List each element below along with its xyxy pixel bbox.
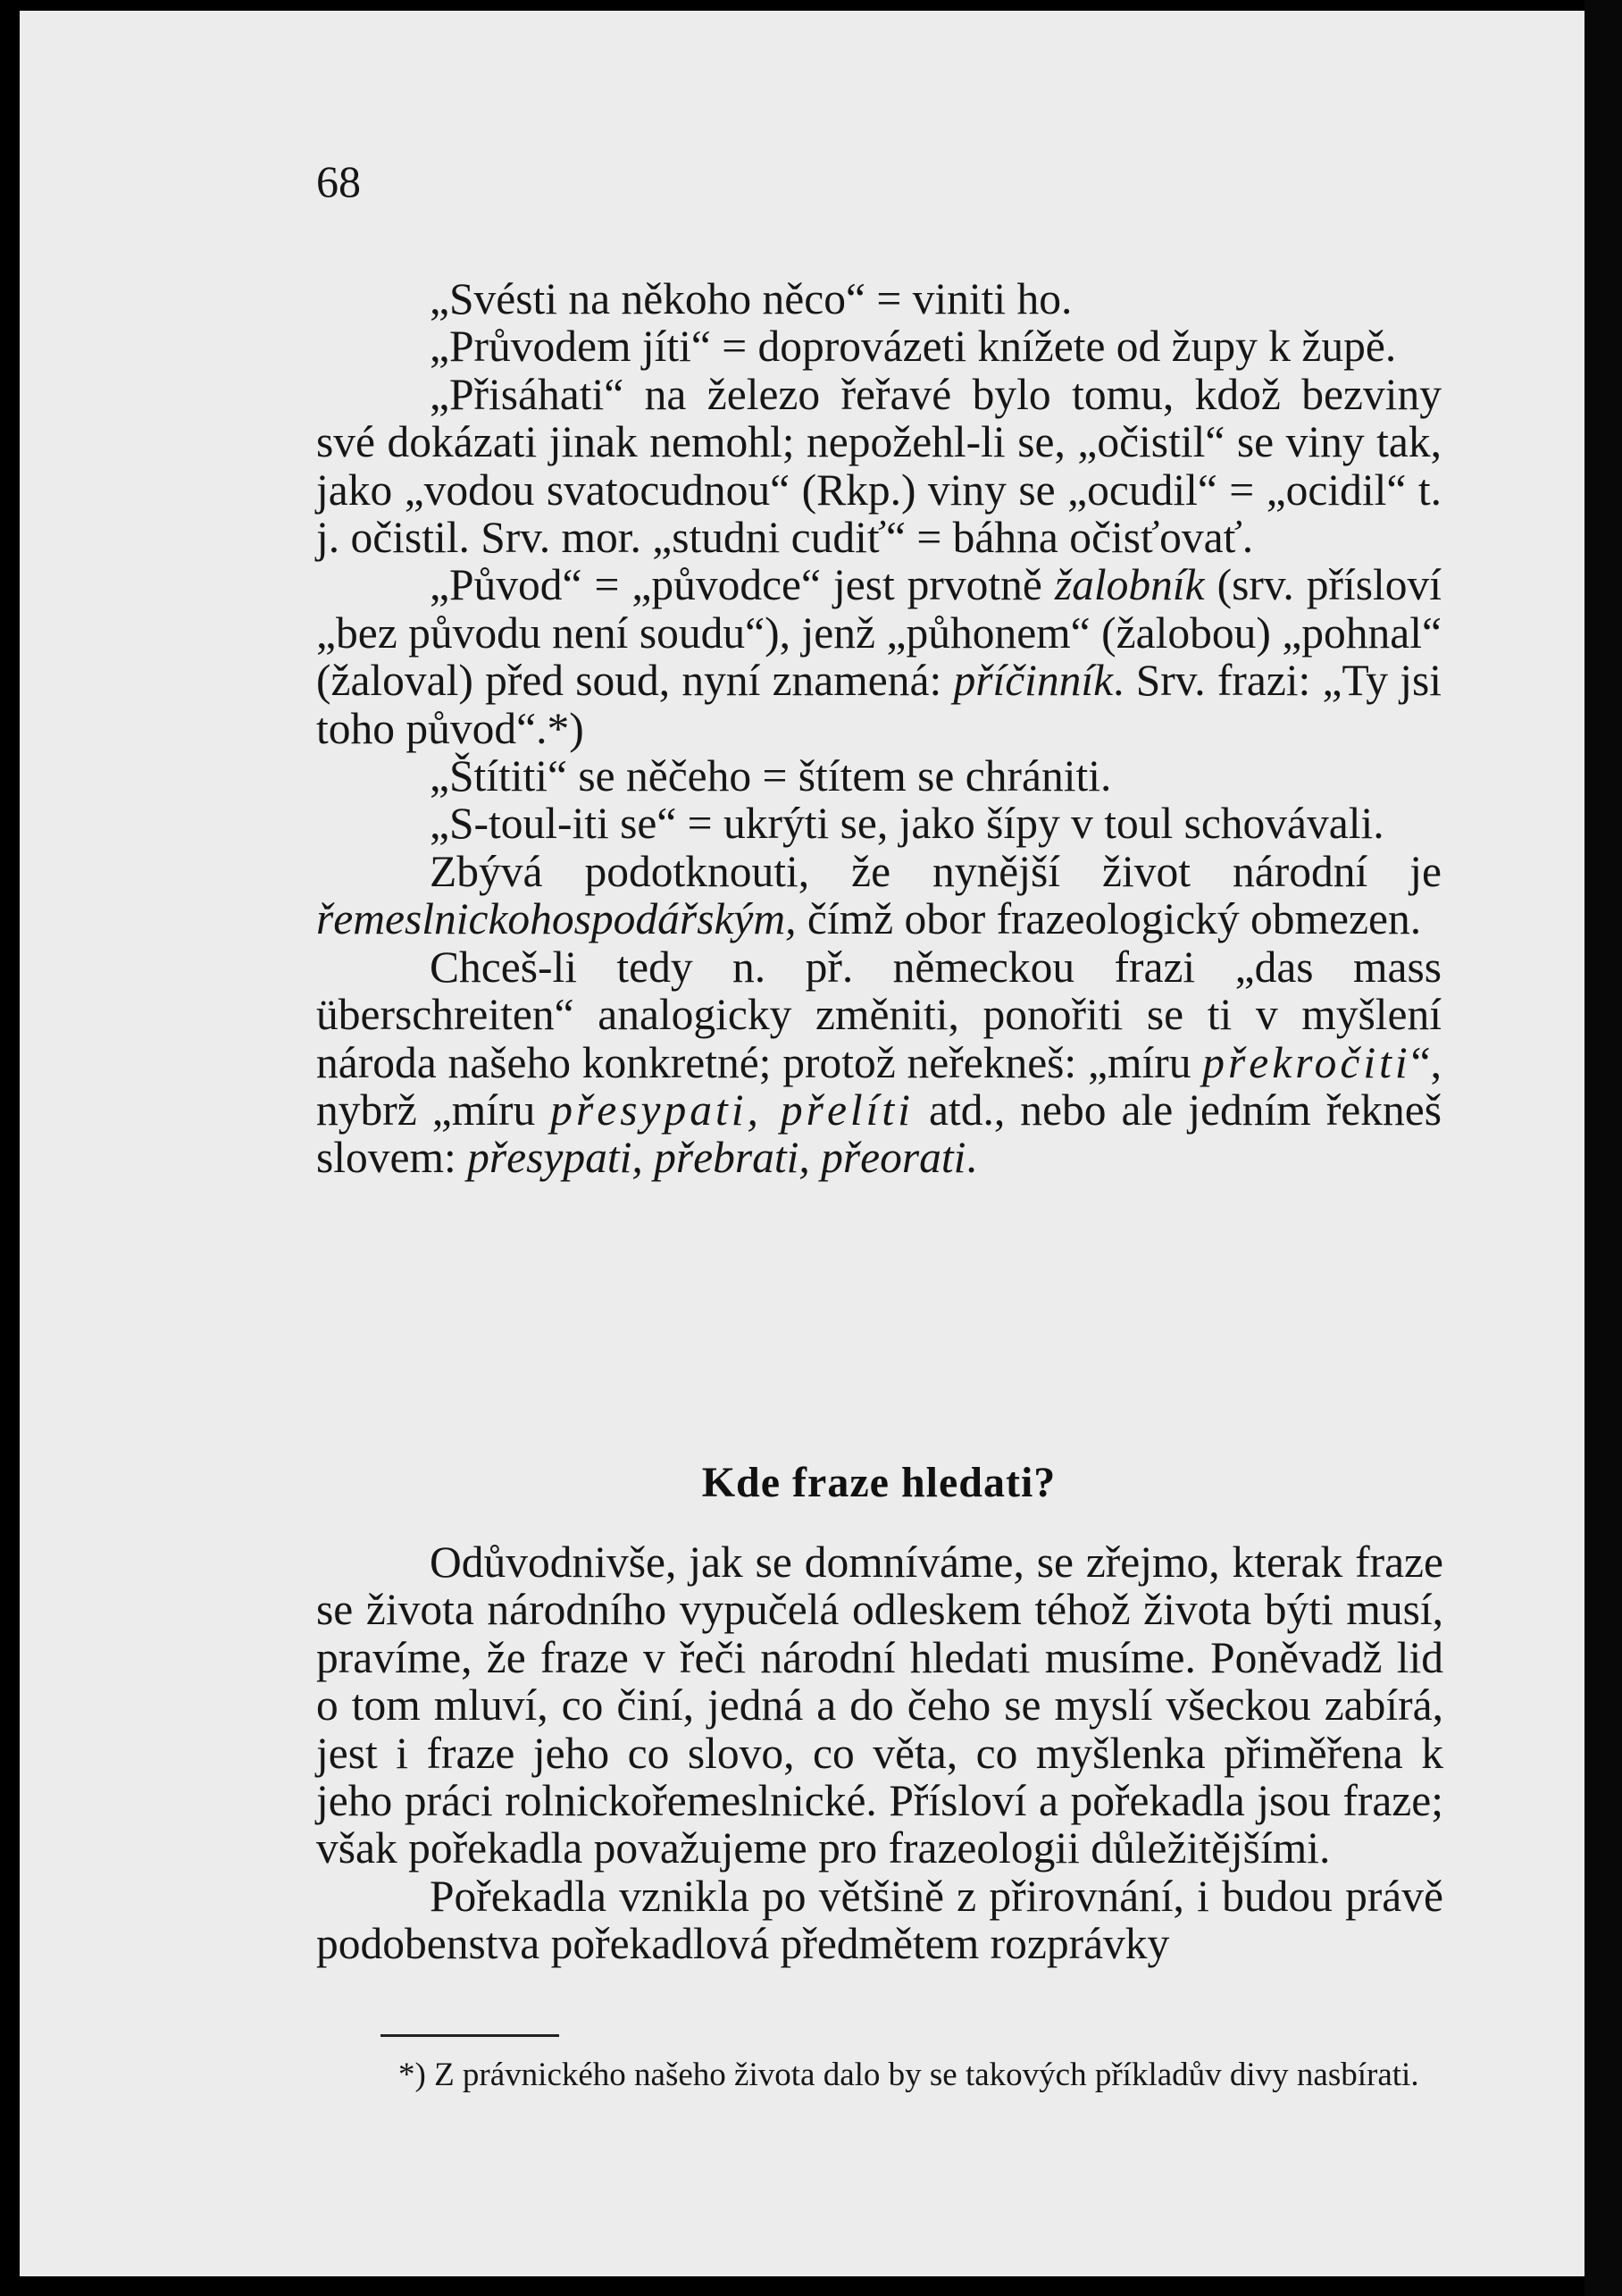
paragraph-zbyva: Zbývá podotknouti, že nynější život národní je řemeslnickohospodářským, čímž obor frazeologický obmezen. bbox=[316, 846, 1442, 944]
paragraph-pruvodem: „Průvodem jíti“ = doprovázeti knížete od župy k župě. bbox=[430, 322, 1397, 372]
paragraph-chces: Chceš-li tedy n. př. německou frazi „das mass überschreiten“ analogicky změniti, ponořiti se ti v myšlení národa našeho konkretné; protož neřekneš: „míru překročiti“, nybrž „míru přesypati, přelíti atd., nebo ale jedním řekneš slovem: přesypati, přebrati, přeorati. bbox=[316, 942, 1442, 1183]
book-page bbox=[20, 11, 1584, 2276]
page-number: 68 bbox=[316, 156, 361, 206]
footnote: *) Z právnického našeho života dalo by se takových příkladův divy nasbírati. bbox=[398, 2057, 1419, 2093]
footnote-rule bbox=[380, 2034, 559, 2037]
scan-edge bbox=[1584, 0, 1622, 2296]
paragraph-prisahati: „Přisáhati“ na železo řeřavé bylo tomu, kdož bezviny své dokázati jinak nemohl; nepožehl-li se, „očistil“ se viny tak, jako „vodou svatocudnou“ (Rkp.) viny se „ocudil“ = „ocidil“ t. j. očistil. Srv. mor. „studni cudiť“ = báhna očisťovať. bbox=[316, 369, 1442, 563]
section-heading: Kde fraze hledati? bbox=[701, 1459, 1057, 1506]
paragraph-stouliti: „S-toul-iti se“ = ukrýti se, jako šípy v toul schovávali. bbox=[430, 799, 1384, 849]
paragraph-svesti: „Svésti na někoho něco“ = viniti ho. bbox=[430, 274, 1073, 323]
paragraph-puvod: „Původ“ = „původce“ jest prvotně žalobník (srv. přísloví „bez původu není soudu“), jenž „půhonem“ (žalobou) „pohnal“ (žaloval) před soud, nyní znamená: příčinník. Srv. frazi: „Ty jsi toho původ“.*) bbox=[316, 560, 1442, 753]
paragraph-porekadla: Pořekadla vznikla po většině z přirovnání, i budou právě podobenstva pořekadlová předmětem rozprávky bbox=[316, 1871, 1443, 1969]
section-text bbox=[316, 1538, 1443, 1968]
paragraph-stititi: „Štítiti“ se něčeho = štítem se chrániti. bbox=[430, 751, 1112, 801]
main-text bbox=[316, 275, 1442, 1182]
paragraph-oduvodnivse: Odůvodnivše, jak se domníváme, se zřejmo, kterak fraze se života národního vypučelá odleskem téhož života býti musí, pravíme, že fraze v řeči národní hledati musíme. Poněvadž lid o tom mluví, co činí, jedná a do čeho se myslí všeckou zabírá, jest i fraze jeho co slovo, co věta, co myšlenka přiměřena k jeho práci rolnickořemeslnické. Přísloví a pořekadla jsou fraze; však pořekadla považujeme pro frazeologii důležitějšími. bbox=[316, 1538, 1443, 1873]
